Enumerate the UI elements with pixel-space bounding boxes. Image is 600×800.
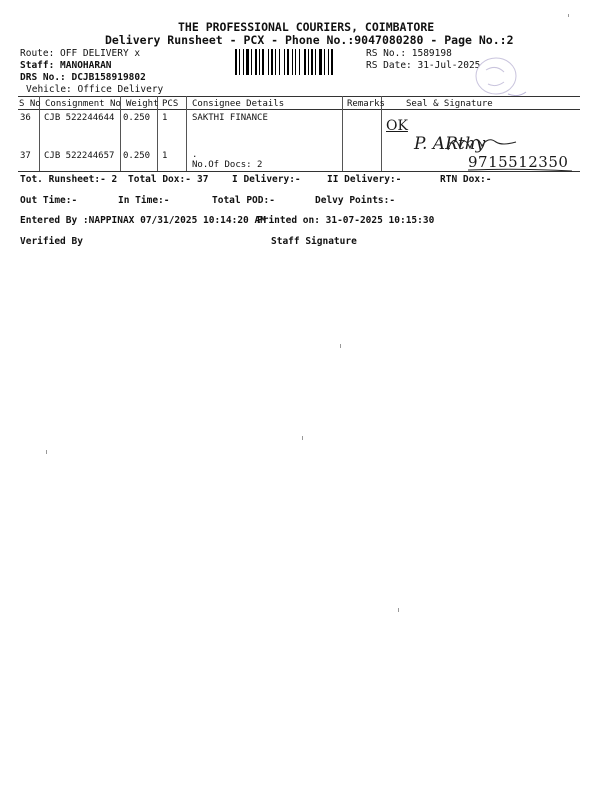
ii-delivery-label: II Delivery:- [327,174,402,185]
handwritten-signature: P. ARthy [414,134,486,154]
route-label: Route: OFF DELIVERY x [20,48,141,59]
handwritten-phone: 9715512350 [468,153,569,171]
verified-by-label: Verified By [20,236,83,247]
printed-on: Printed on: 31-07-2025 10:15:30 [257,215,435,226]
col-header-weight: Weight [126,99,159,109]
row-weight: 0.250 [123,151,151,161]
out-time-label: Out Time:- [20,195,78,206]
row-sno: 37 [20,151,31,161]
row-sno: 36 [20,113,31,123]
row-consignee: SAKTHI FINANCE [192,113,268,123]
barcode-image [235,49,357,75]
row-consignee: . [192,150,198,160]
entered-by: Entered By :NAPPINAX 07/31/2025 10:14:20 AM [20,215,266,226]
col-header-sno: S No [19,99,41,109]
rs-number: RS No.: 1589198 [366,48,452,59]
col-header-seal: Seal & Signature [406,99,493,109]
col-header-remarks: Remarks [347,99,385,109]
i-delivery-label: I Delivery:- [232,174,301,185]
row-consignment-no: CJB 522244644 [44,113,115,123]
total-dox-value: 37 [197,174,209,185]
row-pcs: 1 [162,151,168,161]
runsheet-subtitle: Delivery Runsheet - PCX - Phone No.:9047080280 - Page No.:2 [105,33,514,47]
row-weight: 0.250 [123,113,151,123]
faint-stamp-mark [468,50,528,100]
total-pod-label: Total POD:- [212,195,275,206]
company-title: THE PROFESSIONAL COURIERS, COIMBATORE [178,20,435,34]
total-dox-label: Total Dox:- [128,174,191,185]
col-header-consignment: Consignment No [45,99,121,109]
staff-signature-label: Staff Signature [271,236,357,247]
row-consignment-no: CJB 522244657 [44,151,115,161]
rs-date: RS Date: 31-Jul-2025 [366,60,481,71]
row-pcs: 1 [162,113,168,123]
phone-underline [466,167,576,173]
rtn-dox-label: RTN Dox:- [440,174,492,185]
staff-label: Staff: MANOHARAN [20,60,112,71]
total-runsheet: Tot. Runsheet:- 2 [20,174,118,185]
handwritten-ok: OK [386,118,408,134]
vehicle-label: Vehicle: Office Delivery [26,84,164,95]
col-header-pcs: PCS [162,99,179,109]
row-docs-count: No.Of Docs: 2 [192,160,263,170]
delvy-points-label: Delvy Points:- [315,195,396,206]
drs-number: DRS No.: DCJB158919802 [20,72,146,83]
in-time-label: In Time:- [118,195,170,206]
col-header-consignee: Consignee Details [192,99,285,109]
